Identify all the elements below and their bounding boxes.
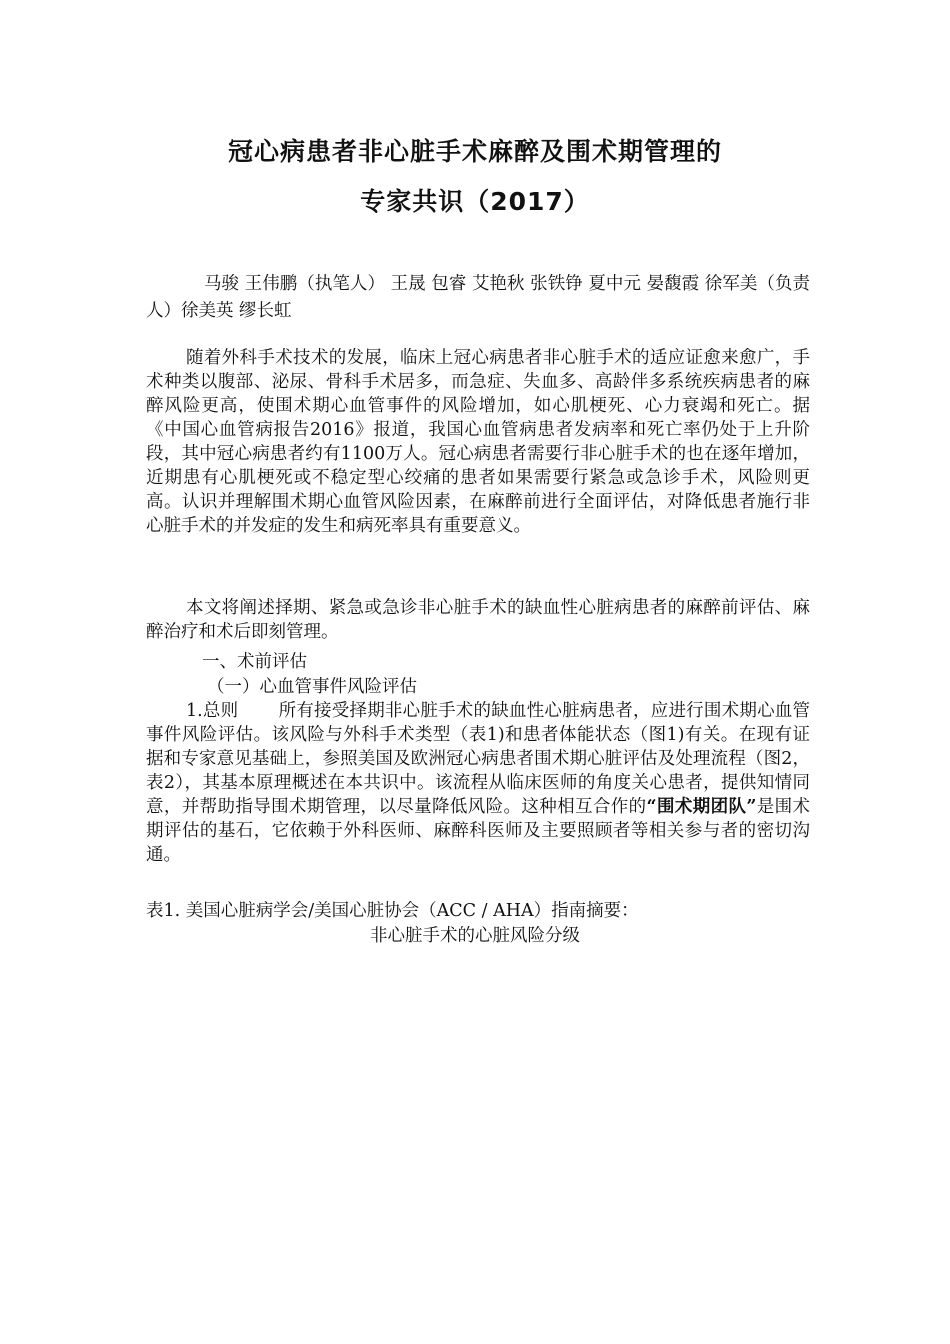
document-title-line2: 专家共识（2017）: [360, 187, 590, 216]
general-principles-label: 1.总则: [186, 701, 239, 721]
subsection-heading-cardiovascular-risk: （一）心血管事件风险评估: [207, 677, 417, 697]
intro-paragraph-2: 本文将阐述择期、紧急或急诊非心脏手术的缺血性心脏病患者的麻醉前评估、麻醉治疗和术后即刻管理。: [146, 598, 810, 642]
table1-caption-line1: 表1. 美国心脏病学会/美国心脏协会（ACC / AHA）指南摘要：: [146, 901, 639, 921]
general-principles-paragraph: [146, 699, 810, 867]
author-list: 马骏 王伟鹏（执笔人） 王晟 包睿 艾艳秋 张铁铮 夏中元 晏馥霞 徐军美（负责人）徐美英 缪长虹: [146, 274, 810, 321]
table1-caption-line2: 非心脏手术的心脏风险分级: [370, 926, 580, 946]
intro-paragraph-1: 随着外科手术技术的发展，临床上冠心病患者非心脏手术的适应证愈来愈广，手术种类以腹部、泌尿、骨科手术居多，而急症、失血多、高龄伴多系统疾病患者的麻醉风险更高，使围术期心血管事件的风险增加，如心肌梗死、心力衰竭和死亡。据《中国心血管病报告2016》报道，我国心血管病患者发病率和死亡率仍处于上升阶段，其中冠心病患者约有1100万人。冠心病患者需要行非心脏手术的也在逐年增加，近期患有心肌梗死或不稳定型心绞痛的患者如果需要行紧急或急诊手术，风险则更高。认识并理解围术期心血管风险因素，在麻醉前进行全面评估，对降低患者施行非心脏手术的并发症的发生和病死率具有重要意义。: [146, 348, 810, 536]
perioperative-team-emphasis: “围术期团队”: [646, 797, 757, 817]
general-principles-text-before: 所有接受择期非心脏手术的缺血性心脏病患者，应进行围术期心血管事件风险评估。该风险与外科手术类型（表1)和患者体能状态（图1)有关。在现有证据和专家意见基础上，参照美国及欧洲冠心病患者围术期心脏评估及处理流程（图2，表2），其基本原理概述在本共识中。该流程从临床医师的角度关心患者，提供知情同意，并帮助指导围术期管理，以尽量降低风险。这种相互合作的: [146, 701, 811, 817]
section-heading-preoperative-assessment: 一、术前评估: [202, 652, 307, 672]
document-title-line1: 冠心病患者非心脏手术麻醉及围术期管理的: [227, 137, 722, 166]
general-principles-text-after: 是围术期评估的基石，它依赖于外科医师、麻醉科医师及主要照顾者等相关参与者的密切沟通。: [146, 797, 811, 865]
